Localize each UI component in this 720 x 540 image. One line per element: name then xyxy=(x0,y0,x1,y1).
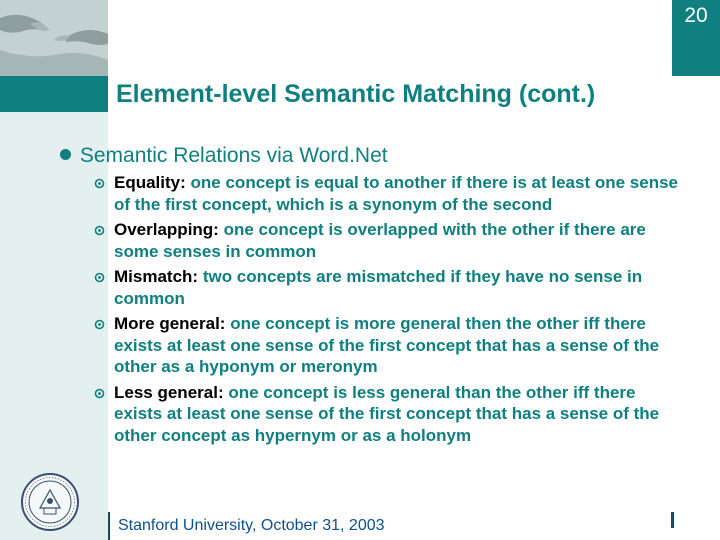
ring-bullet-icon xyxy=(94,225,105,236)
item-term: Mismatch: xyxy=(114,267,199,286)
footer-divider-left xyxy=(108,512,110,540)
item-description: one concept is overlapped with the other if there are some senses in common xyxy=(114,220,646,261)
list-item xyxy=(92,219,682,262)
list-item xyxy=(92,172,682,215)
university-seal-icon xyxy=(20,472,80,532)
item-term: Overlapping: xyxy=(114,220,219,239)
page-number: 20 xyxy=(684,4,708,27)
ring-bullet-icon xyxy=(94,388,105,399)
level1-bullet-item xyxy=(60,144,680,168)
item-description: one concept is more general then the other iff there exists at least one sense of the first concept that has a sense of the other as a hyponym or meronym xyxy=(114,314,660,376)
ring-bullet-icon xyxy=(94,319,105,330)
level1-text: Semantic Relations via Word.Net xyxy=(79,144,388,167)
item-term: Equality: xyxy=(114,173,186,192)
hands-painting-icon xyxy=(0,0,108,76)
item-term: More general: xyxy=(114,314,226,333)
item-description: one concept is less general than the other iff there exists at least one sense of the first concept that has a sense of the other concept as hypernym or as a holonym xyxy=(114,382,660,445)
relations-list xyxy=(92,172,682,450)
item-description: two concepts are mismatched if they have no sense in common xyxy=(114,267,643,308)
footer-divider-right xyxy=(671,512,674,528)
list-item xyxy=(92,313,682,378)
list-item xyxy=(92,266,682,309)
item-description: one concept is equal to another if there is at least one sense of the first concept, which is a synonym of the second xyxy=(114,173,678,214)
ring-bullet-icon xyxy=(94,272,105,283)
title-accent-bar xyxy=(0,76,108,112)
slide-title: Element-level Semantic Matching (cont.) xyxy=(116,80,596,108)
filled-circle-bullet-icon xyxy=(60,149,71,160)
ring-bullet-icon xyxy=(94,178,105,189)
footer-text: Stanford University, October 31, 2003 xyxy=(118,517,385,534)
list-item xyxy=(92,382,682,447)
item-term: Less general: xyxy=(114,382,224,402)
